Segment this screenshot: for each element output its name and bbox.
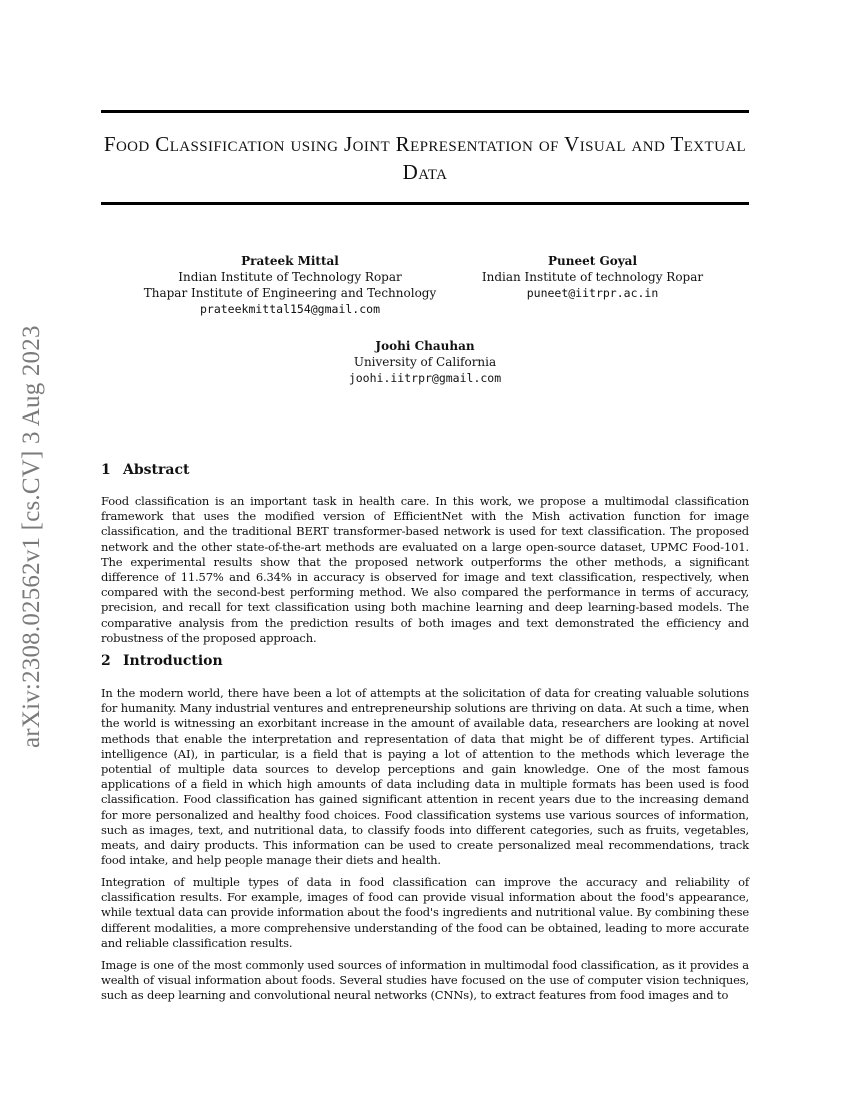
author-block-1 [130,253,450,317]
author-affiliation: University of California [353,355,497,369]
author-block-2 [470,253,715,301]
author-email: joohi.iitrpr@gmail.com [348,371,502,385]
author-name: Prateek Mittal [241,254,339,268]
section-heading-introduction [101,652,223,670]
introduction-paragraph: Image is one of the most commonly used sources of information in multimodal food classification, as it provides a wealth of visual information about foods. Several studies have focused on the use of computer vision techniques, such as deep learning and convolutional neural networks (CNNs), to extract features from food images and to [101,958,749,1003]
section-title: Abstract [123,462,190,478]
introduction-paragraph: Integration of multiple types of data in food classification can improve the accuracy and reliability of classification results. For example, images of food can provide visual information about the food's appearance, while textual data can provide information about the food's ingredients and nutritional value. By combining these different modalities, a more comprehensive understanding of the food can be obtained, leading to more accurate and reliable classification results. [101,875,749,950]
author-affiliation: Indian Institute of technology Ropar [481,270,704,284]
section-number: 2 [101,653,111,669]
author-name: Joohi Chauhan [375,339,475,353]
title-bottom-rule [101,202,749,205]
arxiv-identifier-stamp: arXiv:2308.02562v1 [cs.CV] 3 Aug 2023 [18,325,45,748]
author-email: prateekmittal154@gmail.com [199,302,380,316]
author-affiliation: Thapar Institute of Engineering and Technology [143,286,437,300]
paper-title: Food Classification using Joint Representation of Visual and Textual Data [103,132,747,184]
title-top-rule [101,110,749,113]
author-name: Puneet Goyal [547,254,638,268]
author-email: puneet@iitrpr.ac.in [526,286,659,300]
section-title: Introduction [123,653,223,669]
section-number: 1 [101,462,111,478]
introduction-paragraph: In the modern world, there have been a lot of attempts at the solicitation of data for creating valuable solutions for humanity. Many industrial ventures and entrepreneurship solutions are thriving on data. At such a time, when the world is witnessing an exorbitant increase in the amount of available data, researchers are looking at novel methods that enable the interpretation and representation of data that might be of different types. Artificial intelligence (AI), in particular, is a field that is paying a lot of attention to the methods which leverage the potential of multiple data sources to develop perceptions and gain knowledge. One of the most famous applications of a field in which high amounts of data including data in multiple formats has been used is food classification. Food classification has gained significant attention in recent years due to the increasing demand for more personalized and healthy food choices. Food classification systems use various sources of information, such as images, text, and nutritional data, to classify foods into different categories, such as fruits, vegetables, meats, and dairy products. This information can be used to create personalized meal recommendations, track food intake, and help people manage their diets and health. [101,686,750,868]
section-heading-abstract [101,461,189,479]
author-block-3 [310,338,540,386]
abstract-paragraph: Food classification is an important task in health care. In this work, we propose a multimodal classification framework that uses the modified version of EfficientNet with the Mish activation function for image classification, and the traditional BERT transformer-based network is used for text classification. The proposed network and the other state-of-the-art methods are evaluated on a large open-source dataset, UPMC Food-101. The experimental results show that the proposed network outperforms the other methods, a significant difference of 11.57% and 6.34% in accuracy is observed for image and text classification, respectively, when compared with the second-best performing method. We also compared the performance in terms of accuracy, precision, and recall for text classification using both machine learning and deep learning-based models. The comparative analysis from the prediction results of both images and text demonstrated the efficiency and robustness of the proposed approach. [101,494,749,645]
author-affiliation: Indian Institute of Technology Ropar [178,270,402,284]
